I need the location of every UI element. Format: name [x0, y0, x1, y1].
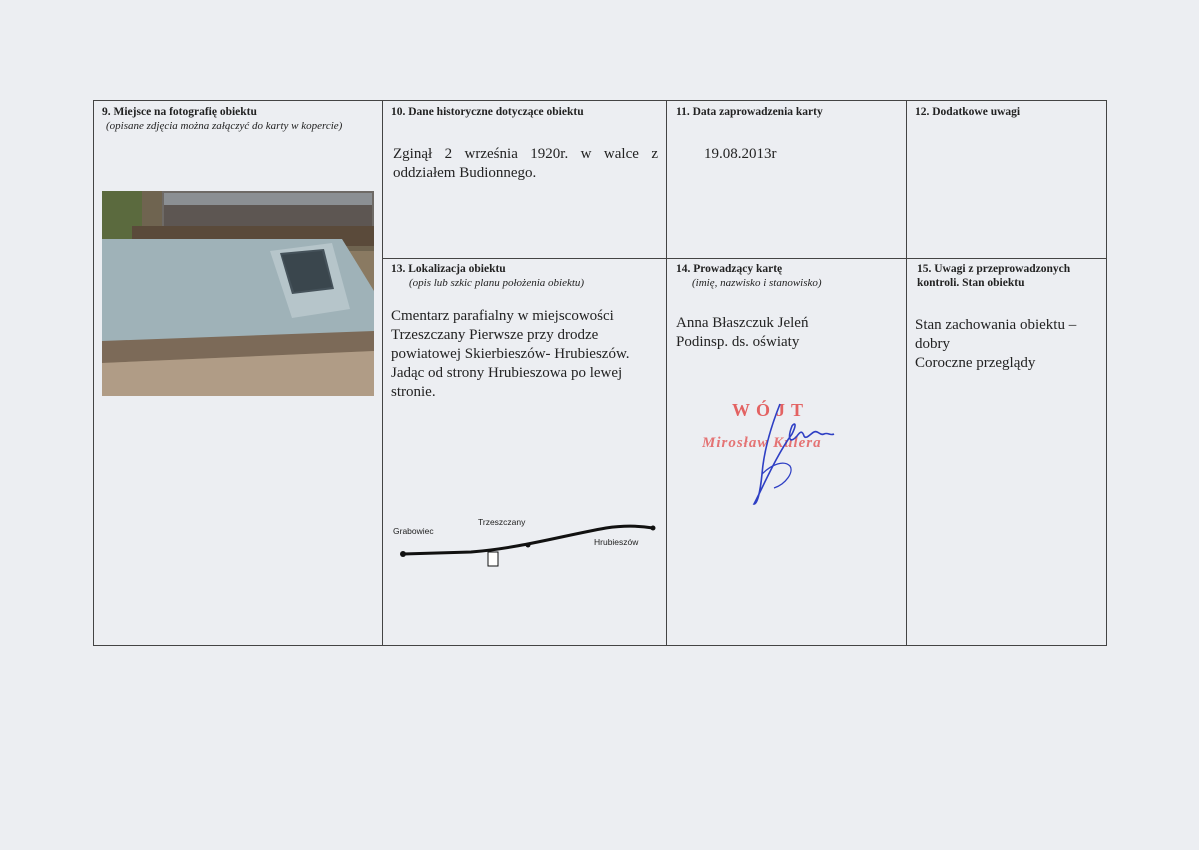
inspection-title: 15. Uwagi z przeprowadzonych kontroli. Stan obiektu [917, 263, 1071, 289]
cell-card-date [667, 101, 907, 258]
location-text: Cmentarz parafialny w miejscowości Trzeszczany Pierwsze przy drodze powiatowej Skierbieszów- Hrubieszów. Jadąc od strony Hrubieszowa po lewej stronie. [391, 308, 630, 400]
stamp-and-signature [702, 394, 882, 509]
historical-title: 10. Dane historyczne dotyczące obiektu [391, 106, 584, 118]
location-sketch-map [391, 504, 661, 574]
stamp-title-text: WÓJT [732, 400, 810, 420]
record-card-table [93, 100, 1107, 646]
location-subtitle: (opis lub szkic planu położenia obiektu) [409, 277, 585, 289]
map-label-trzeszczany: Trzeszczany [478, 517, 526, 527]
cell-additional-remarks [907, 101, 1106, 258]
inspection-condition: Stan zachowania obiektu – dobry [915, 317, 1077, 352]
gravestone-photo [102, 191, 374, 396]
cell-card-keeper [667, 259, 907, 645]
cell-location [383, 259, 667, 645]
photo-place-title: 9. Miejsce na fotografię obiektu [102, 106, 257, 118]
map-label-hrubieszow: Hrubieszów [594, 537, 639, 547]
keeper-title: 14. Prowadzący kartę [676, 263, 783, 275]
card-date-title: 11. Data zaprowadzenia karty [676, 106, 823, 118]
photo-place-subtitle: (opisane zdjęcia można załączyć do karty w kopercie) [106, 120, 343, 132]
cell-inspection-remarks [907, 259, 1106, 645]
remarks-title: 12. Dodatkowe uwagi [915, 106, 1021, 118]
card-date-value: 19.08.2013r [704, 146, 777, 162]
keeper-name: Anna Błaszczuk Jeleń [676, 315, 809, 331]
inspection-schedule: Coroczne przeglądy [915, 355, 1036, 371]
location-title: 13. Lokalizacja obiektu [391, 263, 506, 275]
keeper-subtitle: (imię, nazwisko i stanowisko) [692, 277, 822, 289]
historical-text: Zginął 2 września 1920r. w walce z oddziałem Budionnego. [393, 146, 658, 181]
cell-photo-place [94, 101, 383, 645]
keeper-position: Podinsp. ds. oświaty [676, 334, 800, 350]
stamp-name-text: Mirosław Kulera [702, 435, 822, 451]
map-label-grabowiec: Grabowiec [393, 526, 434, 536]
cell-historical-data [383, 101, 667, 258]
